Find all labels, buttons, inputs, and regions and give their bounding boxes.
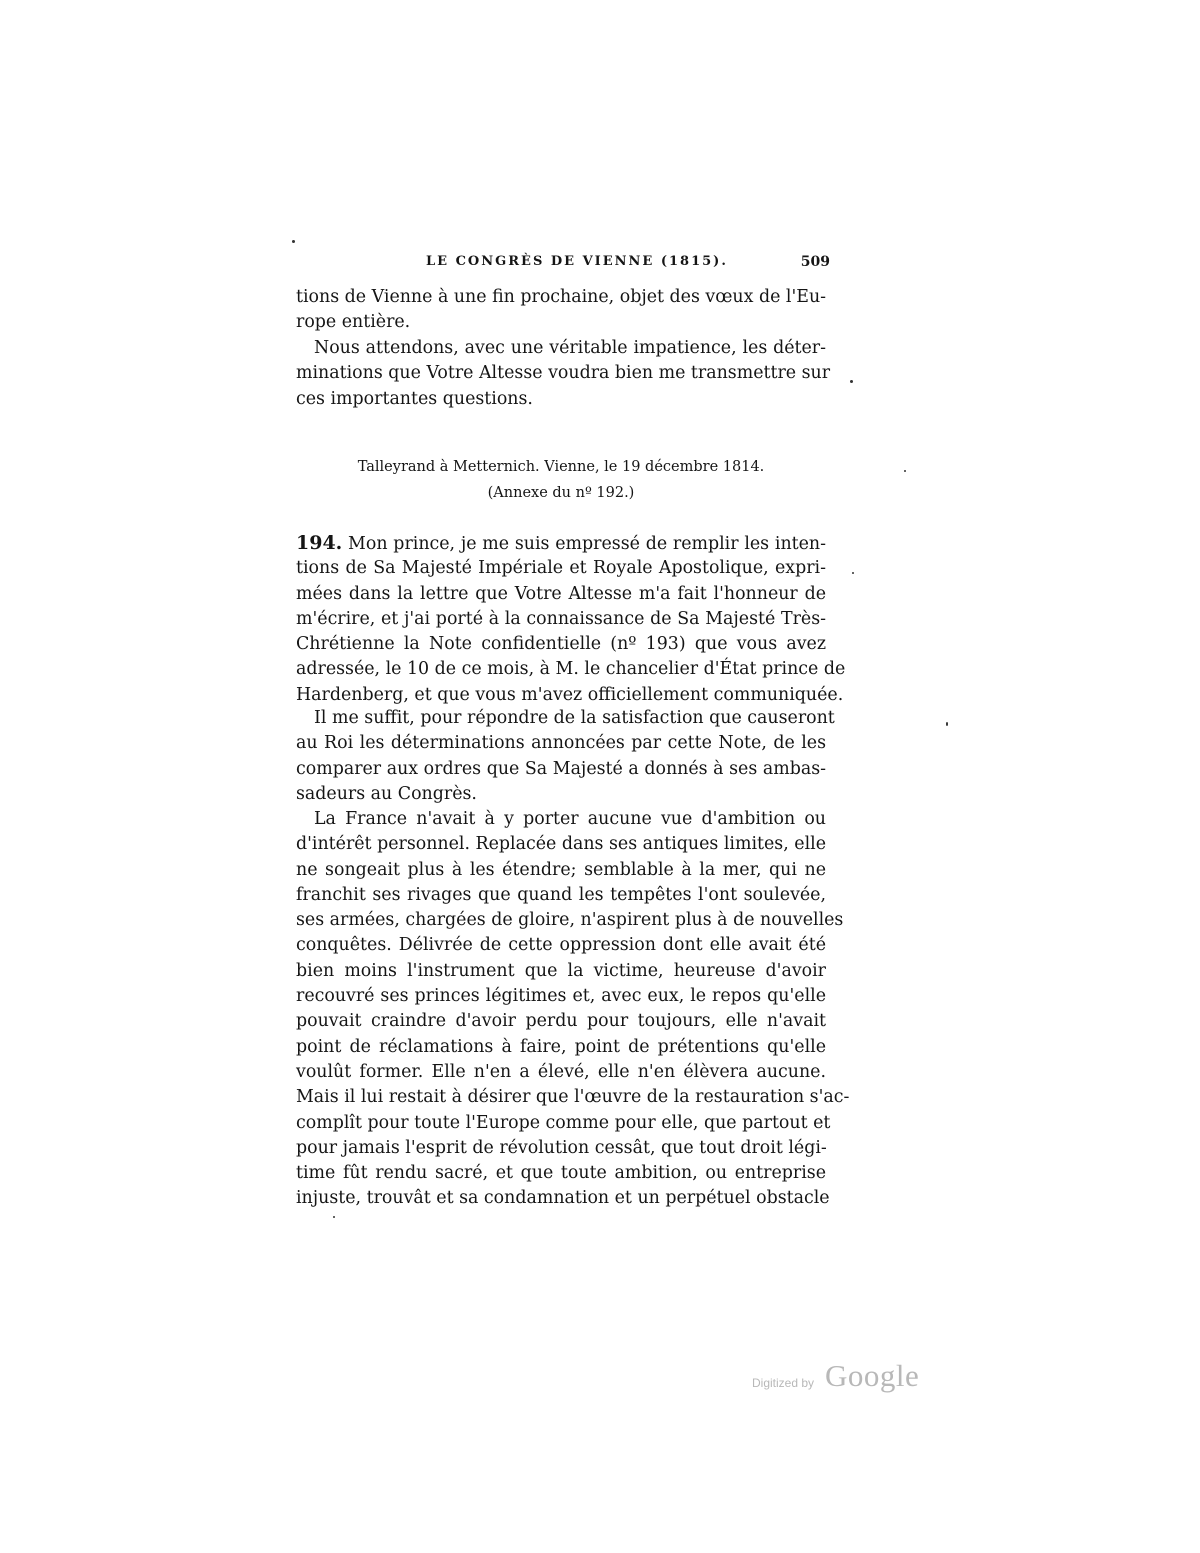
watermark-small-text: Digitized by [752, 1376, 815, 1390]
text-line: mées dans la lettre que Votre Altesse m'a fait l'honneur de [296, 583, 826, 604]
text-line: La France n'avait à y porter aucune vue d'ambition ou [314, 809, 826, 829]
text-line: Il me suffit, pour répondre de la satisfaction que causeront [314, 708, 835, 728]
scan-speck [852, 572, 854, 574]
text-line: sadeurs au Congrès. [296, 783, 477, 804]
letter-heading-line: Talleyrand à Metternich. Vienne, le 19 décembre 1814. [357, 459, 765, 475]
text-line: Hardenberg, et que vous m'avez officiellement communiquée. [296, 684, 844, 705]
google-logo-text: Google [825, 1358, 920, 1393]
text-line: pouvait craindre d'avoir perdu pour toujours, elle n'avait [296, 1011, 826, 1032]
scan-speck [904, 470, 906, 472]
text-line: d'intérêt personnel. Replacée dans ses antiques limites, elle [296, 834, 826, 855]
text-line: au Roi les déterminations annoncées par cette Note, de les [296, 733, 826, 754]
text-line: pour jamais l'esprit de révolution cessât, que tout droit légi- [296, 1137, 827, 1158]
text-line [296, 531, 826, 556]
text-line: time fût rendu sacré, et que toute ambition, ou entreprise [296, 1163, 826, 1184]
text-line: point de réclamations à faire, point de prétentions qu'elle [296, 1036, 826, 1057]
text-line: bien moins l'instrument que la victime, heureuse d'avoir [296, 960, 826, 981]
letter-heading [296, 454, 826, 506]
letter-first-line: Mon prince, je me suis empressé de remplir les inten- [342, 534, 826, 554]
text-line: m'écrire, et j'ai porté à la connaissance de Sa Majesté Très- [296, 608, 826, 629]
text-line: adressée, le 10 de ce mois, à M. le chancelier d'État prince de [296, 659, 846, 680]
paragraph-reply-request [296, 336, 831, 412]
text-line: Nous attendons, avec une véritable impatience, les déter- [314, 338, 826, 358]
opening-continuation [296, 285, 826, 336]
text-line: recouvré ses princes légitimes et, avec eux, le repos qu'elle [296, 986, 826, 1007]
text-line: ses armées, chargées de gloire, n'aspirent plus à de nouvelles [296, 910, 844, 931]
scan-speck [292, 240, 295, 243]
text-line: Chrétienne la Note confidentielle (nº 193) que vous avez [296, 634, 826, 655]
scan-speck [333, 1216, 335, 1218]
text-line: complît pour toute l'Europe comme pour elle, que partout et [296, 1112, 831, 1133]
text-line: comparer aux ordres que Sa Majesté a donnés à ses ambas- [296, 758, 826, 779]
text-line: conquêtes. Délivrée de cette oppression dont elle avait été [296, 935, 826, 956]
text-line: voulût former. Elle n'en a élevé, elle n'en élèvera aucune. [296, 1061, 826, 1082]
text-line: franchit ses rivages que quand les tempêtes l'ont soulevée, [296, 884, 826, 905]
running-title: LE CONGRÈS DE VIENNE (1815). [426, 254, 728, 269]
letter-body-opening [296, 531, 846, 708]
text-line: tions de Sa Majesté Impériale et Royale Apostolique, expri- [296, 558, 826, 579]
text-line: injuste, trouvât et sa condamnation et un perpétuel obstacle [296, 1188, 830, 1209]
scan-speck [946, 722, 948, 726]
running-head [296, 254, 834, 276]
paragraph-france [296, 807, 850, 1212]
text-line: minations que Votre Altesse voudra bien me transmettre sur [296, 363, 831, 384]
text-line: ne songeait plus à les étendre; semblable à la mer, qui ne [296, 859, 826, 880]
text-line: rope entière. [296, 312, 411, 333]
letter-heading-annex: (Annexe du nº 192.) [487, 485, 635, 501]
text-line: ces importantes questions. [296, 388, 533, 409]
digitized-watermark [752, 1358, 932, 1394]
text-line: Mais il lui restait à désirer que l'œuvre de la restauration s'ac- [296, 1087, 850, 1108]
letter-number: 194. [296, 532, 343, 554]
paragraph-satisfaction [296, 706, 835, 807]
text-line: tions de Vienne à une fin prochaine, objet des vœux de l'Eu- [296, 287, 827, 307]
scan-speck [850, 380, 853, 383]
page-number: 509 [800, 254, 830, 270]
